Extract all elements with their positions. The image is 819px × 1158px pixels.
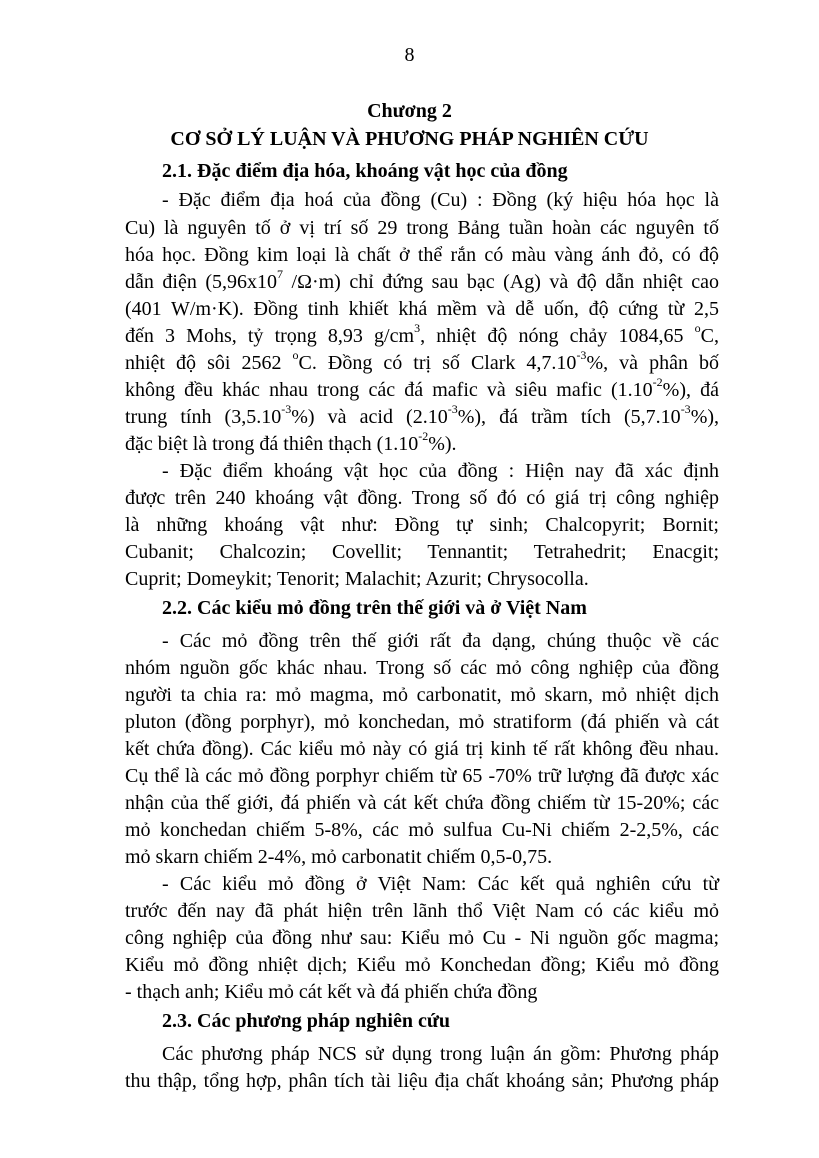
text-line: người ta chia ra: mỏ magma, mỏ carbonatit, mỏ skarn, mỏ nhiệt dịch bbox=[125, 684, 719, 706]
text-line: - Đặc điểm khoáng vật học của đồng : Hiện nay đã xác định bbox=[162, 460, 719, 482]
text-line: công nghiệp của đồng như sau: Kiểu mỏ Cu - Ni nguồn gốc magma; bbox=[125, 927, 719, 949]
text-line: nhận của thế giới, đá phiến và cát kết chứa đồng chiếm từ 15-20%; các bbox=[125, 792, 719, 814]
text-line: đặc biệt là trong đá thiên thạch $(1.10^{-2}\%)$. bbox=[125, 429, 457, 455]
text-line: không đều khác nhau trong các đá mafic và siêu mafic $(1.10^{-2}\%)$, đá bbox=[125, 375, 719, 401]
section-heading-2-1: 2.1. Đặc điểm địa hóa, khoáng vật học của đồng bbox=[162, 160, 568, 182]
text-line: Cubanit; Chalcozin; Covellit; Tennantit; Tetrahedrit; Enacgit; bbox=[125, 541, 719, 563]
text-line: mỏ konchedan chiếm 5-8%, các mỏ sulfua Cu-Ni chiếm 2-2,5%, các bbox=[125, 819, 719, 841]
text-line: - Các kiểu mỏ đồng ở Việt Nam: Các kết quả nghiên cứu từ bbox=[162, 873, 719, 895]
text-line: (401 W/m·K). Đồng tinh khiết khá mềm và dễ uốn, độ cứng từ 2,5 bbox=[125, 298, 719, 320]
text-line: Các phương pháp NCS sử dụng trong luận án gồm: Phương pháp bbox=[162, 1043, 719, 1065]
text-line: Cuprit; Domeykit; Tenorit; Malachit; Azurit; Chrysocolla. bbox=[125, 568, 589, 590]
text-line: trước đến nay đã phát hiện trên lãnh thổ Việt Nam có các kiểu mỏ bbox=[125, 900, 719, 922]
text-line: hóa học. Đồng kim loại là chất ở thể rắn có màu vàng ánh đỏ, có độ bbox=[125, 244, 719, 266]
text-line: được trên 240 khoáng vật đồng. Trong số đó có giá trị công nghiệp bbox=[125, 487, 719, 509]
text-line: thu thập, tổng hợp, phân tích tài liệu địa chất khoáng sản; Phương pháp bbox=[125, 1070, 719, 1092]
text-line: Kiểu mỏ đồng nhiệt dịch; Kiểu mỏ Konchedan đồng; Kiểu mỏ đồng bbox=[125, 954, 719, 976]
text-line: là những khoáng vật như: Đồng tự sinh; Chalcopyrit; Bornit; bbox=[125, 514, 719, 536]
chapter-title: CƠ SỞ LÝ LUẬN VÀ PHƯƠNG PHÁP NGHIÊN CỨU bbox=[170, 128, 649, 150]
text-line: - thạch anh; Kiểu mỏ cát kết và đá phiến chứa đồng bbox=[125, 981, 538, 1003]
text-line: Cụ thể là các mỏ đồng porphyr chiếm từ 65 -70% trữ lượng đã được xác bbox=[125, 765, 719, 787]
page-number: 8 bbox=[404, 44, 415, 66]
text-line: nhiệt độ sôi 2562 $^o$C. Đồng có trị số Clark $4,7.10^{-3}\%$, và phân bố bbox=[125, 348, 719, 374]
text-line: đến 3 Mohs, tỷ trọng 8,93 $g/cm^3$, nhiệt độ nóng chảy 1084,65 $^o$C, bbox=[125, 321, 719, 347]
text-line: nhóm nguồn gốc khác nhau. Trong số các mỏ công nghiệp của đồng bbox=[125, 657, 719, 679]
section-heading-2-2: 2.2. Các kiểu mỏ đồng trên thế giới và ở Việt Nam bbox=[162, 597, 587, 619]
chapter-label: Chương 2 bbox=[367, 100, 452, 122]
text-line: Cu) là nguyên tố ở vị trí số 29 trong Bảng tuần hoàn các nguyên tố bbox=[125, 217, 719, 239]
section-heading-2-3: 2.3. Các phương pháp nghiên cứu bbox=[162, 1010, 450, 1032]
text-line: mỏ skarn chiếm 2-4%, mỏ carbonatit chiếm 0,5-0,75. bbox=[125, 846, 553, 868]
text-line: - Các mỏ đồng trên thế giới rất đa dạng, chúng thuộc về các bbox=[162, 630, 719, 652]
text-line: kết chứa đồng). Các kiểu mỏ này có giá trị kinh tế rất không đều nhau. bbox=[125, 738, 719, 760]
text-line: pluton (đồng porphyr), mỏ konchedan, mỏ stratiform (đá phiến và cát bbox=[125, 711, 719, 733]
text-line: - Đặc điểm địa hoá của đồng (Cu) : Đồng (ký hiệu hóa học là bbox=[162, 189, 719, 211]
text-line: trung tính $(3,5.10^{-3}\%)$ và acid $(2.10^{-3}\%)$, đá trầm tích $(5,7.10^{-3}\%)$, bbox=[125, 402, 720, 428]
text-line: dẫn điện ($5,96x10^7$ /Ω·m) chỉ đứng sau bạc (Ag) và độ dẫn nhiệt cao bbox=[125, 267, 719, 293]
